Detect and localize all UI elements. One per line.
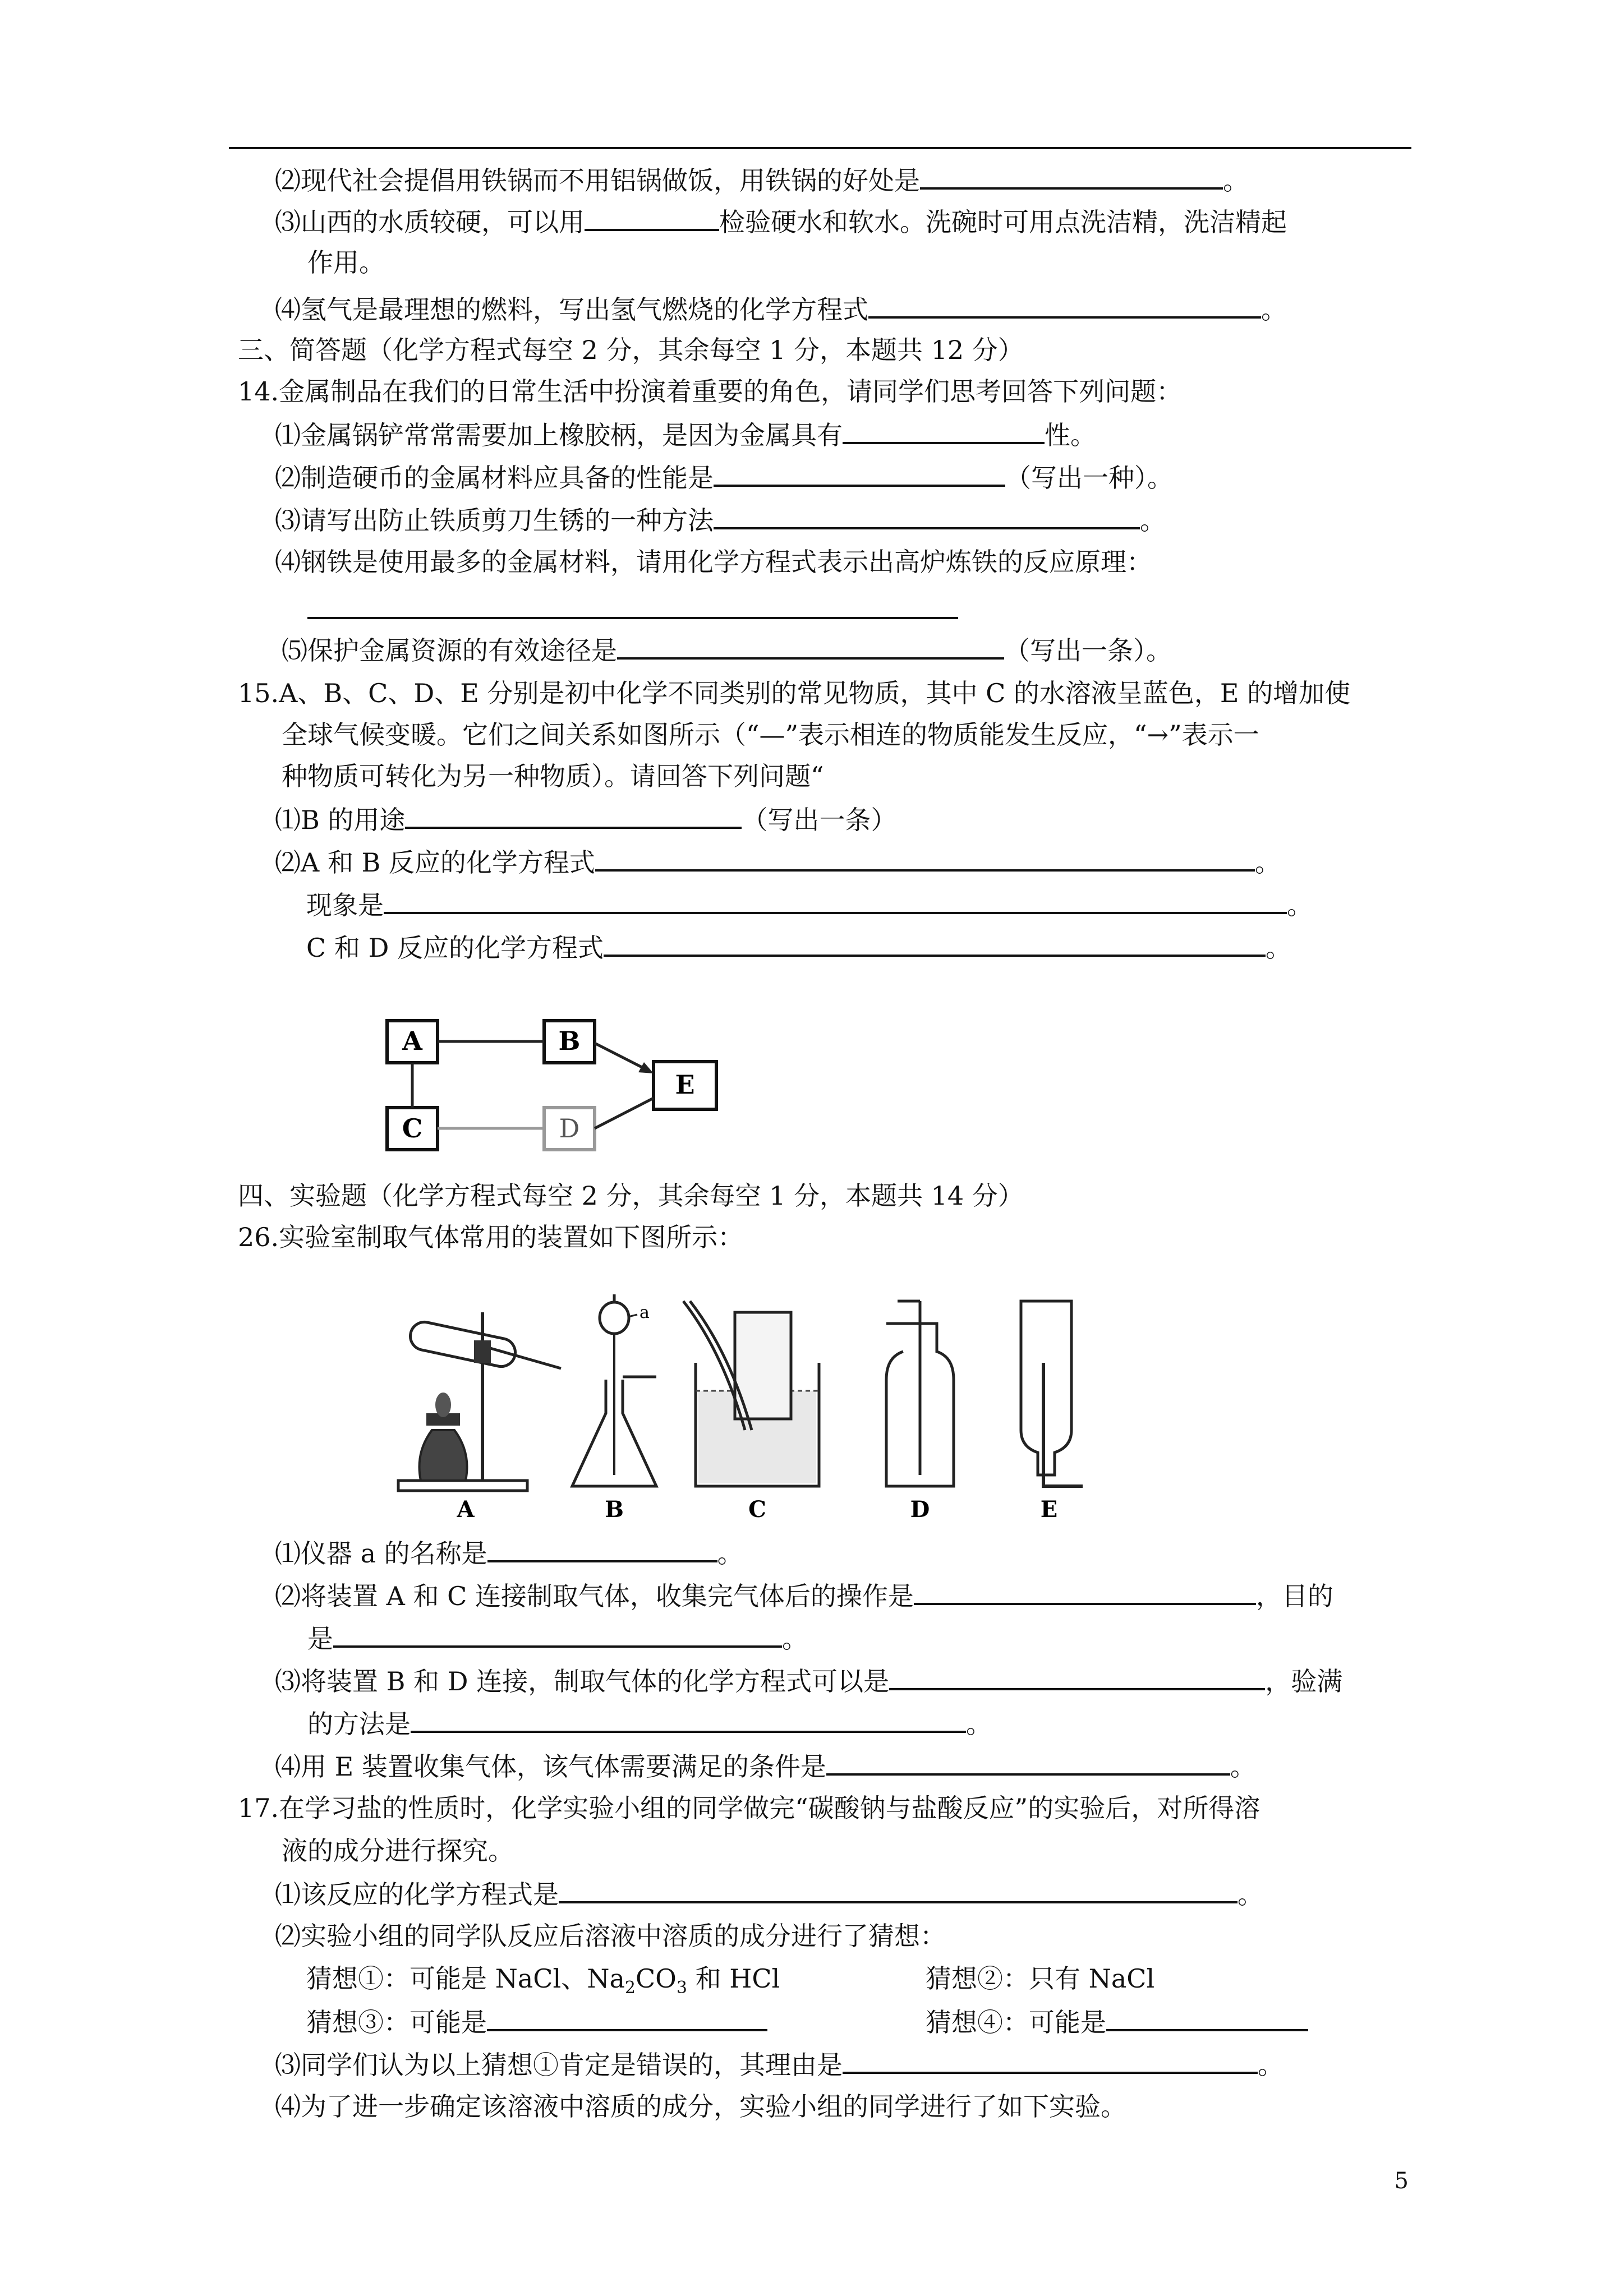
answer-blank[interactable]	[333, 1621, 782, 1648]
answer-blank[interactable]	[411, 1706, 966, 1733]
apparatus-e	[1021, 1301, 1083, 1486]
label-c: C	[402, 1113, 423, 1144]
label-a-mark: a	[640, 1303, 650, 1322]
q17-guess-2: 猜想②：只有 NaCl	[926, 1963, 1155, 1994]
q26-stem: 26.实验室制取气体常用的装置如下图所示：	[238, 1222, 744, 1252]
apparatus-label-a: A	[457, 1496, 475, 1523]
apparatus-label-b: B	[605, 1496, 624, 1523]
answer-blank[interactable]	[487, 1536, 717, 1562]
q14-stem: 14.金属制品在我们的日常生活中扮演着重要的角色，请同学们思考回答下列问题：	[238, 376, 1183, 407]
q13-part3-cont: 作用。	[307, 247, 385, 278]
q26-part3-cont: 的方法是 。	[307, 1706, 992, 1741]
q15-stem-line2: 全球气候变暖。它们之间关系如图所示（“—”表示相连的物质能发生反应，“→”表示一	[282, 720, 1259, 750]
q26-part2-cont: 是 。	[307, 1621, 808, 1656]
q14-part2: ⑵制造硬币的金属材料应具备的性能是 （写出一种）。	[275, 460, 1173, 495]
q17-guess-3: 猜想③：可能是	[306, 2004, 767, 2039]
q17-guess-4: 猜想④：可能是	[926, 2004, 1308, 2039]
q17-part1: ⑴该反应的化学方程式是 。	[275, 1877, 1263, 1911]
answer-blank[interactable]	[714, 502, 1140, 529]
q17-stem-line2: 液的成分进行探究。	[282, 1836, 514, 1866]
answer-blank[interactable]	[559, 1877, 1237, 1903]
section-4-heading: 四、实验题（化学方程式每空 2 分，其余每空 1 分，本题共 14 分）	[238, 1181, 1024, 1211]
q15-part1: ⑴B 的用途 （写出一条）	[275, 802, 896, 837]
q17-part2: ⑵实验小组的同学队反应后溶液中溶质的成分进行了猜想：	[275, 1921, 946, 1951]
answer-blank[interactable]	[868, 292, 1261, 319]
answer-line[interactable]	[307, 617, 958, 619]
answer-blank[interactable]	[1106, 2004, 1308, 2031]
answer-blank[interactable]	[604, 930, 1266, 957]
q17-stem-line1: 17.在学习盐的性质时，化学实验小组的同学做完“碳酸钠与盐酸反应”的实验后，对所得溶	[238, 1793, 1260, 1823]
header-rule	[229, 147, 1411, 149]
q15-phenomenon: 现象是 。	[306, 887, 1313, 922]
answer-blank[interactable]	[384, 887, 1287, 914]
label-d: D	[559, 1113, 580, 1144]
label-a: A	[402, 1026, 422, 1056]
answer-blank[interactable]	[617, 633, 1004, 660]
apparatus-a	[398, 1312, 561, 1491]
q14-part4: ⑷钢铁是使用最多的金属材料，请用化学方程式表示出高炉炼铁的反应原理：	[275, 547, 1152, 577]
apparatus-label-e: E	[1040, 1496, 1058, 1523]
q15-part2: ⑵A 和 B 反应的化学方程式 。	[275, 845, 1281, 879]
label-b: B	[558, 1026, 581, 1056]
answer-blank[interactable]	[405, 802, 742, 829]
answer-blank[interactable]	[595, 845, 1255, 872]
apparatus-c	[683, 1301, 819, 1486]
page-number: 5	[1394, 2168, 1409, 2194]
answer-blank[interactable]	[826, 1749, 1230, 1776]
answer-blank[interactable]	[843, 2047, 1258, 2074]
relationship-diagram	[370, 1004, 735, 1161]
answer-blank[interactable]	[914, 1578, 1256, 1605]
q17-part3: ⑶同学们认为以上猜想①肯定是错误的，其理由是 。	[275, 2047, 1283, 2082]
q14-part5: ⑸保护金属资源的有效途径是 （写出一条）。	[282, 633, 1172, 667]
answer-blank[interactable]	[487, 2004, 767, 2031]
label-e: E	[675, 1069, 695, 1100]
apparatus-b	[572, 1294, 656, 1486]
apparatus-label-c: C	[748, 1496, 766, 1523]
q26-part1: ⑴仪器 a 的名称是 。	[275, 1536, 743, 1570]
apparatus-figure	[393, 1290, 1234, 1525]
q14-part1: ⑴金属锅铲常常需要加上橡胶柄，是因为金属具有 性。	[275, 417, 1096, 452]
q13-part4: ⑷氢气是最理想的燃料，写出氢气燃烧的化学方程式 。	[275, 292, 1287, 326]
q15-stem-line3: 种物质可转化为另一种物质）。请回答下列问题“	[282, 761, 824, 791]
answer-blank[interactable]	[843, 417, 1045, 444]
apparatus-label-d: D	[910, 1496, 930, 1523]
section-3-heading: 三、简答题（化学方程式每空 2 分，其余每空 1 分，本题共 12 分）	[238, 335, 1024, 365]
q26-part4: ⑷用 E 装置收集气体，该气体需要满足的条件是 。	[275, 1749, 1256, 1783]
q15-cd-equation: C 和 D 反应的化学方程式 。	[306, 930, 1291, 965]
answer-blank[interactable]	[714, 460, 1005, 487]
answer-blank[interactable]	[585, 204, 719, 231]
q14-part3: ⑶请写出防止铁质剪刀生锈的一种方法 。	[275, 502, 1166, 537]
q26-part2: ⑵将装置 A 和 C 连接制取气体，收集完气体后的操作是 ，目的	[275, 1578, 1333, 1613]
q15-stem-line1: 15.A、B、C、D、E 分别是初中化学不同类别的常见物质，其中 C 的水溶液呈蓝色，E 的增加使	[238, 678, 1351, 708]
q17-guess-1: 猜想①：可能是 NaCl、$Na_2CO_3$ 和 HCl	[306, 1963, 780, 1998]
link-d-e	[595, 1098, 654, 1128]
q13-part3: ⑶山西的水质较硬，可以用 检验硬水和软水。洗碗时可用点洗洁精，洗洁精起	[275, 204, 1287, 239]
apparatus-d	[886, 1301, 954, 1486]
q26-part3: ⑶将装置 B 和 D 连接，制取气体的化学方程式可以是 ，验满	[275, 1663, 1342, 1698]
answer-blank[interactable]	[889, 1663, 1265, 1690]
answer-blank[interactable]	[920, 163, 1223, 190]
q13-part2: ⑵现代社会提倡用铁锅而不用铝锅做饭，用铁锅的好处是 。	[275, 163, 1249, 197]
q17-part4: ⑷为了进一步确定该溶液中溶质的成分，实验小组的同学进行了如下实验。	[275, 2091, 1126, 2122]
